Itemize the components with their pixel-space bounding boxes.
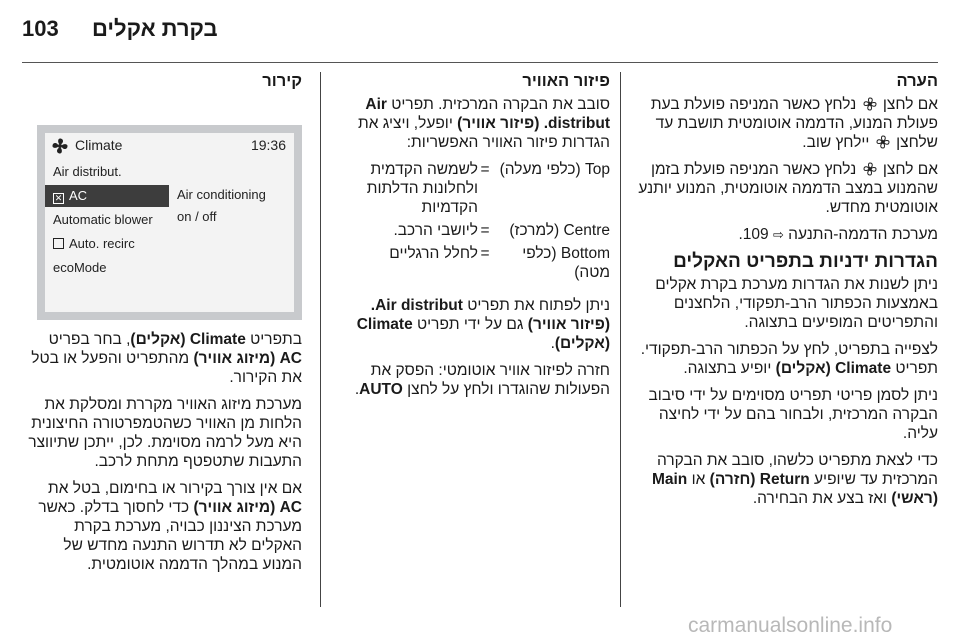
text: ניתן לפתוח את תפריט: [467, 297, 610, 314]
section-heading: פיזור האוויר: [522, 72, 610, 90]
option-eq: =: [480, 222, 490, 239]
page-number: 103: [22, 16, 59, 41]
option-value: לשמשה הקדמית ולחלונות הדלתות הקדמיות: [366, 161, 478, 216]
arrow-icon: ⇨: [772, 227, 784, 242]
menu-item-label: Air distribut.: [53, 164, 122, 179]
button-term: AUTO: [359, 381, 403, 398]
option-eq: =: [480, 245, 490, 262]
fan-icon: [863, 162, 877, 176]
column-middle: [332, 72, 610, 407]
menu-term: Climate (אקלים): [130, 331, 246, 348]
menu-term: Main (ראשי): [651, 471, 938, 507]
screen-title: Climate: [75, 137, 123, 153]
menu-term: Climate (אקלים): [356, 316, 610, 352]
paragraph: [332, 296, 610, 353]
menu-term: Air distribut. (פיזור אוויר): [365, 96, 610, 132]
paragraph: ניתן לשנות את הגדרות מערכת בקרת אקלים באמצעות הכפתור הרב-תפקודי, הלחצנים והתפריטים המופיעים בתצוגה.: [655, 276, 938, 331]
paragraph: מערכת מיזוג האוויר מקררת ומסלקת את הלחות מן האוויר כשהטמפרטורה החיצונית היא מעל לרמה מסוימת. לכן, ייתכן שתיווצר התעבות שתטפטף מתחת לרכב.: [28, 396, 302, 470]
checkbox-icon: ✕: [54, 193, 63, 203]
watermark: carmanualsonline.info: [688, 614, 893, 637]
note-paragraph-1: [632, 95, 938, 152]
text: יילחץ שוב.: [802, 134, 870, 151]
reference-text: מערכת הדממה-התנעה: [788, 226, 938, 243]
text: אם אין צורך בקירור או בחימום, בטל את: [48, 480, 302, 497]
menu-item-label: Auto. recirc: [69, 236, 135, 251]
text: כדי לצאת מתפריט כלשהו, סובב את הבקרה המרכזית עד שיופיע: [656, 452, 938, 488]
option-value: לחלל הרגליים: [389, 245, 478, 262]
page-header: [0, 0, 960, 60]
section-heading: קירור: [262, 72, 302, 90]
text: כדי לחסוך בדלק. כאשר מערכת הציננון כבויה, מערכת בקרת האקלים לא תדרוש התנעה מחדש של המנוע במהלך הדממה אוטומטית.: [38, 499, 302, 573]
screen-menu: [45, 159, 169, 312]
text: בתפריט: [250, 331, 302, 348]
option-row: [332, 244, 610, 286]
text: או: [691, 471, 706, 488]
option-row: [332, 221, 610, 244]
paragraph: [332, 361, 610, 399]
menu-item-ecomode[interactable]: [45, 257, 169, 279]
options-table: [332, 160, 610, 286]
text: אם לחצן: [882, 161, 938, 178]
menu-term: Climate (אקלים): [775, 360, 892, 377]
column-left-text: [22, 330, 302, 582]
paragraph: [22, 479, 302, 574]
submenu-value: on / off: [177, 209, 217, 224]
menu-item-ac[interactable]: [45, 185, 169, 207]
header-rule: [22, 62, 938, 63]
menu-item-automatic-blower[interactable]: [45, 209, 169, 231]
section-heading: הגדרות ידניות בתפריט האקלים: [673, 251, 938, 272]
option-eq: =: [480, 161, 490, 178]
text: נלחץ כאשר המניפה פועלת בעת פעולת המנוע, הדממה אוטומטית תושבת עד שלחצן: [650, 96, 938, 151]
menu-item-auto-recirc[interactable]: [45, 233, 169, 255]
paragraph: ניתן לסמן פריטי תפריט מסוימים על ידי סיבוב הבקרה המרכזית, ולבחור בהם על ידי לחיצה עליה.: [648, 387, 938, 442]
menu-item-label: Automatic blower: [53, 212, 153, 227]
menu-term: Return (חזרה): [709, 471, 810, 488]
text: .: [354, 381, 360, 398]
menu-item-air-distribut[interactable]: [45, 161, 169, 183]
text: חזרה לפיזור אוויר אוטומטי: הפסק את הפעולות שהוגדרו ולחץ על לחצן: [370, 362, 610, 398]
menu-term: AC (מיזוג אוויר): [193, 350, 302, 367]
text: נלחץ כאשר המניפה פועלת בזמן שהמנוע במצב הדממה אוטומטית, המנוע יותנע אוטומטית מחדש.: [638, 161, 938, 216]
option-key: Bottom (כלפי מטה): [522, 245, 610, 281]
chapter-title: בקרת אקלים: [92, 16, 218, 41]
climate-screen-image: [37, 125, 302, 320]
paragraph: [22, 330, 302, 387]
option-row: [332, 160, 610, 221]
text: לצפייה בתפריט, לחץ על הכפתור הרב-תפקודי. תפריט: [640, 341, 938, 377]
fan-icon: [51, 137, 69, 155]
text: גם על ידי תפריט: [417, 316, 524, 333]
menu-item-label: AC: [69, 188, 88, 203]
menu-term: AC (מיזוג אוויר): [193, 499, 302, 516]
screen-display: [45, 133, 294, 312]
note-heading: הערה: [896, 72, 938, 90]
menu-item-label: ecoMode: [53, 260, 107, 275]
text: אם לחצן: [882, 96, 938, 113]
fan-icon: [876, 135, 890, 149]
column-divider-right: [620, 72, 621, 607]
submenu-label: Air conditioning: [177, 187, 266, 202]
paragraph: [632, 451, 938, 508]
text: יופעל, ויציג את הגדרות פיזור האוויר האפשריות:: [357, 115, 610, 151]
paragraph: [632, 340, 938, 378]
screen-title-bar: [45, 133, 294, 159]
reference-page: 109.: [738, 226, 769, 243]
text: , בחר בפריט: [48, 331, 131, 348]
text: מהתפריט והפעל או בטל את הקירור.: [31, 350, 302, 386]
column-left: [22, 72, 302, 95]
option-key: Top (כלפי מעלה): [499, 161, 610, 178]
screen-time: 19:36: [250, 137, 286, 153]
text: ואז בצע את הבחירה.: [752, 490, 887, 507]
column-divider-left: [320, 72, 321, 607]
paragraph: [332, 95, 610, 152]
text: יופיע בתצוגה.: [683, 360, 772, 377]
option-value: ליושבי הרכב.: [393, 222, 478, 239]
reference-line: [632, 225, 938, 244]
fan-icon: [863, 97, 877, 111]
text: .: [550, 335, 555, 352]
checkbox-icon: [53, 238, 64, 249]
note-paragraph-2: [632, 160, 938, 217]
column-right: [632, 72, 938, 516]
option-key: Centre (למרכז): [509, 222, 610, 239]
text: סובב את הבקרה המרכזית. תפריט: [391, 96, 610, 113]
menu-term: Air distribut. (פיזור אוויר): [370, 297, 610, 333]
